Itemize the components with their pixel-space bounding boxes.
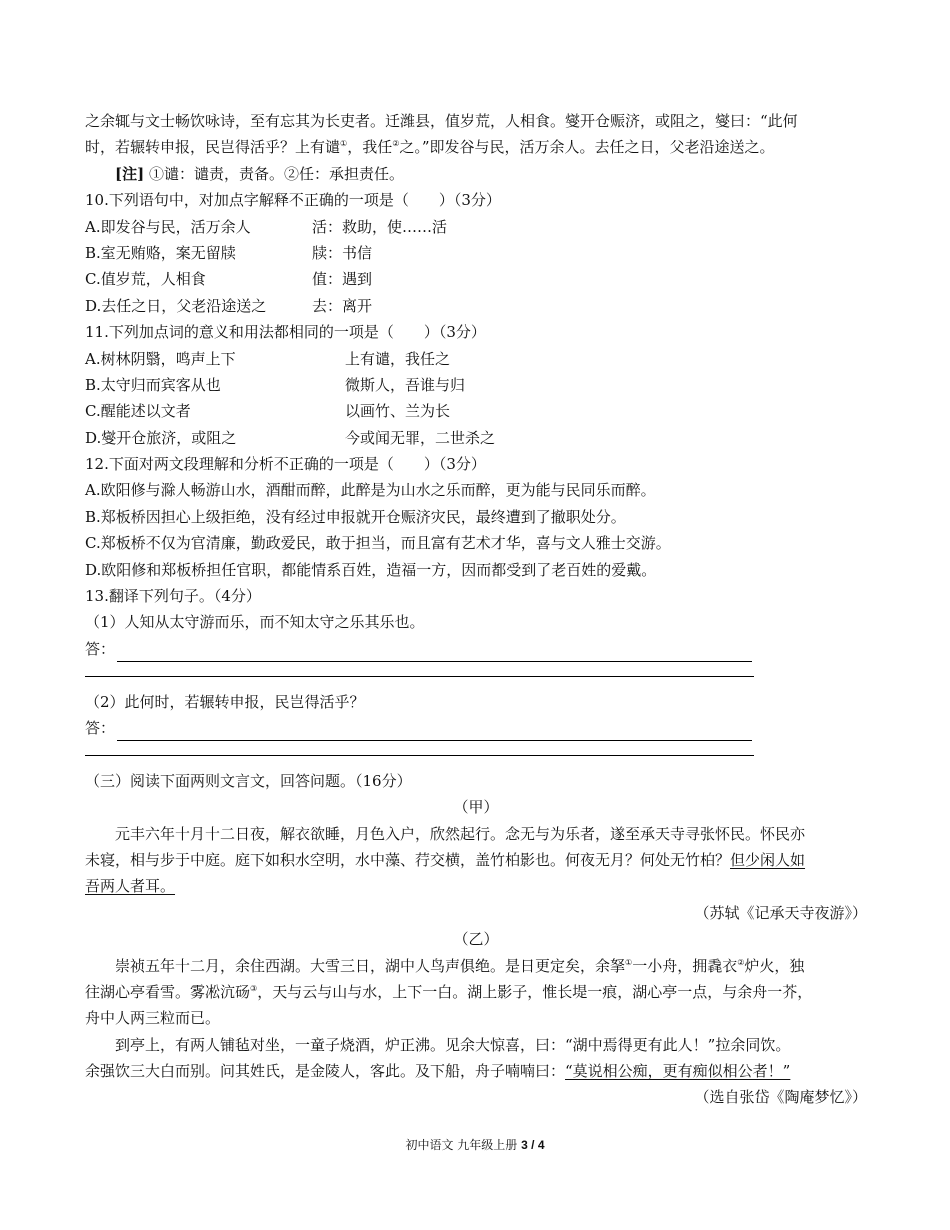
passage-jia-title: （甲）	[453, 798, 499, 817]
question-10-option-a: A.即发谷与民，活万余人 活：救助，使……活	[85, 217, 448, 236]
question-13-stem: 13.翻译下列句子。（4分）	[85, 587, 261, 606]
passage-jia-line: 吾两人者耳。	[85, 877, 176, 896]
passage-jia-source: （苏轼《记承天寺夜游》）	[694, 903, 867, 922]
answer-row-2	[85, 715, 867, 741]
passage-yi-source: （选自张岱《陶庵梦忆》）	[694, 1088, 867, 1107]
passage-line: 时，若辗转申报，民岂得活乎？上有谴①，我任②之。”即发谷与民，活万余人。去任之日，父老沿途送之。	[85, 138, 775, 157]
page-footer	[0, 1136, 950, 1153]
question-11-stem: 11.下列加点词的意义和用法都相同的一项是（ ）（3分）	[85, 323, 486, 342]
question-12-option-d: D.欧阳修和郑板桥担任官职，都能情系百姓，造福一方，因而都受到了老百姓的爱戴。	[85, 560, 657, 579]
page-number: 3 / 4	[521, 1138, 545, 1152]
question-12-option-c: C.郑板桥不仅为官清廉，勤政爱民，敢于担当，而且富有艺术才华，喜与文人雅士交游。	[85, 534, 671, 553]
question-11-option-c: C.醒能述以文者 以画竹、兰为长	[85, 402, 451, 421]
question-12-option-b: B.郑板桥因担心上级拒绝，没有经过申报就开仓赈济灾民，最终遭到了撤职处分。	[85, 507, 626, 526]
question-10-option-b: B.室无贿赂，案无留牍 牍：书信	[85, 243, 373, 262]
question-10-stem: 10.下列语句中，对加点字解释不正确的一项是（ ）（3分）	[85, 191, 501, 210]
answer-blank[interactable]	[85, 662, 754, 677]
passage-yi-line: 崇祯五年十二月，余住西湖。大雪三日，湖中人鸟声俱绝。是日更定矣，余拏①一小舟，拥毳衣②炉火，独	[115, 956, 805, 975]
question-10-option-d: D.去任之日，父老沿途送之 去：离开	[85, 296, 373, 315]
question-13-sentence-1: （1）人知从太守游而乐，而不知太守之乐其乐也。	[85, 613, 425, 632]
question-12-stem: 12.下面对两文段理解和分析不正确的一项是（ ）（3分）	[85, 455, 486, 474]
answer-row-1b	[85, 662, 867, 688]
passage-yi-line: 到亭上，有两人铺毡对坐，一童子烧酒，炉正沸。见余大惊喜，曰：“湖中焉得更有此人！”拉余同饮。	[115, 1035, 791, 1054]
document-body	[85, 108, 867, 1111]
annotation-note: [注] ①谴：谴责，责备。②任：承担责任。	[115, 164, 404, 183]
question-11-option-d: D.燮开仓旅济，或阻之 今或闻无罪，二世杀之	[85, 428, 496, 447]
question-10-option-c: C.值岁荒，人相食 值：遇到	[85, 270, 373, 289]
answer-row-2b	[85, 741, 867, 767]
answer-blank[interactable]	[117, 643, 752, 662]
passage-jia-line: 元丰六年十月十二日夜，解衣欲睡，月色入户，欣然起行。念无与为乐者，遂至承天寺寻张怀民。怀民亦	[115, 824, 806, 843]
passage-jia-line: 未寝，相与步于中庭。庭下如积水空明，水中藻、荇交横，盖竹柏影也。何夜无月？何处无竹柏？但少闲人如	[85, 850, 806, 869]
answer-label: 答：	[85, 718, 116, 737]
passage-yi-line: 余强饮三大白而别。问其姓氏，是金陵人，客此。及下船，舟子喃喃曰：“莫说相公痴，更有痴似相公者！”	[85, 1062, 791, 1081]
answer-label: 答：	[85, 639, 116, 658]
question-11-option-a: A.树林阴翳，鸣声上下 上有谴，我任之	[85, 349, 451, 368]
passage-yi-line: 舟中人两三粒而已。	[85, 1009, 221, 1028]
passage-yi-title: （乙）	[453, 930, 499, 949]
answer-row-1	[85, 636, 867, 662]
footer-label: 初中语文 九年级上册	[405, 1138, 518, 1152]
question-12-option-a: A.欧阳修与滁人畅游山水，酒酣而醉，此醉是为山水之乐而醉，更为能与民同乐而醉。	[85, 481, 656, 500]
answer-blank[interactable]	[117, 722, 752, 741]
section-3-heading: （三）阅读下面两则文言文，回答问题。（16分）	[85, 771, 412, 790]
passage-yi-line: 往湖心亭看雪。雾凇沆砀③，天与云与山与水，上下一白。湖上影子，惟长堤一痕，湖心亭一点，与余舟一芥，	[85, 982, 813, 1001]
passage-line: 之余辄与文士畅饮咏诗，至有忘其为长吏者。迁潍县，值岁荒，人相食。燮开仓赈济，或阻之，燮曰：“此何	[85, 112, 798, 130]
question-13-sentence-2: （2）此何时，若辗转申报，民岂得活乎？	[85, 692, 365, 711]
answer-blank[interactable]	[85, 741, 754, 756]
question-11-option-b: B.太守归而宾客从也 微斯人，吾谁与归	[85, 375, 466, 394]
